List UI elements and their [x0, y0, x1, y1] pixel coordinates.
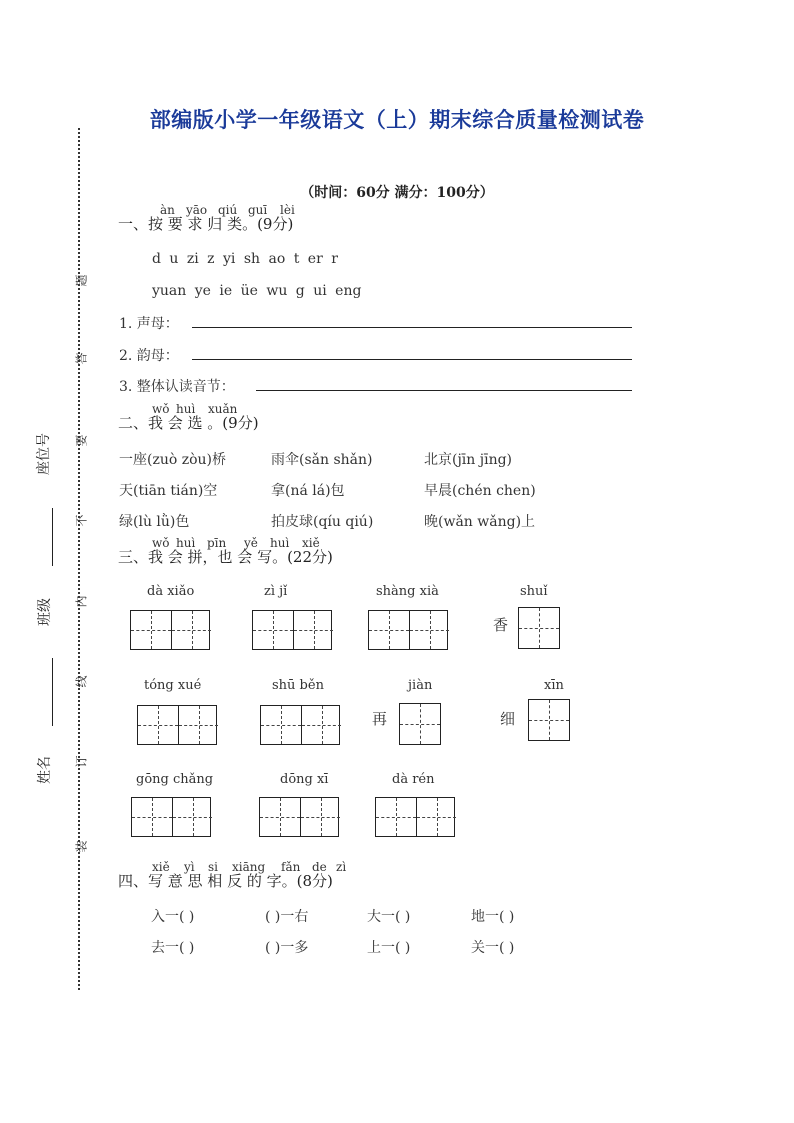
writing-grid-single[interactable]	[399, 703, 441, 745]
name-blank	[52, 658, 54, 726]
binding-char: 装	[74, 840, 89, 853]
binding-char: 不	[74, 514, 89, 527]
pinyin: àn	[160, 203, 175, 217]
section4-heading: 四、写 意 思 相 反 的 字。(8分)	[118, 872, 333, 890]
page-title: 部编版小学一年级语文（上）期末综合质量检测试卷	[149, 107, 645, 132]
writing-grid[interactable]	[260, 705, 340, 745]
section1-row2: yuan ye ie üe wu g ui eng	[152, 283, 362, 299]
pinyin: xiě	[302, 536, 320, 550]
choice-item[interactable]: 早晨(chén chen)	[424, 483, 536, 499]
question-vowels: 2. 韵母：	[119, 348, 179, 364]
binding-char: 订	[74, 755, 89, 768]
seat-number-label: 座位号	[36, 433, 52, 475]
writing-grid[interactable]	[130, 610, 210, 650]
pinyin: lèi	[280, 203, 295, 217]
given-char: 细	[500, 710, 516, 728]
word-pinyin: jiàn	[408, 678, 433, 693]
antonym-item[interactable]: ( )一多	[265, 940, 309, 956]
section1-row1: d u zi z yi sh ao t er r	[152, 251, 338, 267]
choice-item[interactable]: 拍皮球(qíu qiú)	[271, 514, 374, 530]
word-pinyin: xīn	[544, 678, 564, 693]
word-pinyin: dōng xī	[280, 772, 329, 787]
section3-heading: 三、我 会 拼，也 会 写。(22分)	[118, 548, 333, 566]
binding-char: 答	[74, 352, 89, 365]
writing-grid[interactable]	[368, 610, 448, 650]
pinyin: huì	[270, 536, 290, 550]
antonym-item[interactable]: 地一( )	[471, 909, 515, 925]
word-pinyin: zì jǐ	[264, 584, 288, 599]
pinyin: xuǎn	[208, 402, 238, 416]
choice-item[interactable]: 晚(wǎn wǎng)上	[424, 514, 536, 530]
pinyin: guī	[248, 203, 268, 217]
name-label: 姓名	[37, 756, 53, 784]
antonym-item[interactable]: ( )一右	[265, 909, 309, 925]
choice-item[interactable]: 北京(jīn jīng)	[424, 452, 513, 468]
word-pinyin: dà xiǎo	[147, 584, 195, 599]
choice-item[interactable]: 天(tiān tián)空	[119, 483, 218, 499]
word-pinyin: gōng chǎng	[136, 772, 214, 787]
writing-grid[interactable]	[131, 797, 211, 837]
binding-char: 要	[74, 434, 89, 447]
answer-line-vowels[interactable]	[192, 359, 632, 360]
writing-grid[interactable]	[137, 705, 217, 745]
pinyin: yě	[244, 536, 258, 550]
pinyin: wǒ	[152, 536, 170, 550]
section2-heading: 二、我 会 选 。(9分)	[118, 414, 259, 432]
writing-grid-single[interactable]	[518, 607, 560, 649]
antonym-item[interactable]: 大一( )	[367, 909, 411, 925]
binding-char: 线	[74, 675, 89, 688]
given-char: 香	[493, 616, 509, 634]
antonym-item[interactable]: 入一( )	[151, 909, 195, 925]
answer-line-whole-syllables[interactable]	[256, 390, 632, 391]
choice-item[interactable]: 拿(ná lá)包	[271, 483, 345, 499]
section1-heading: 一、按 要 求 归 类。(9分)	[118, 215, 294, 233]
binding-char: 题	[74, 274, 89, 287]
word-pinyin: dà rén	[392, 772, 435, 787]
pinyin: xiāng	[232, 860, 266, 874]
class-label: 班级	[37, 598, 53, 626]
word-pinyin: shū běn	[272, 678, 324, 693]
pinyin: fǎn	[281, 860, 301, 874]
writing-grid[interactable]	[259, 797, 339, 837]
exam-meta: （时间：60分 满分：100分）	[300, 185, 494, 201]
question-consonants: 1. 声母：	[119, 316, 179, 332]
pinyin: pīn	[207, 536, 227, 550]
binding-dotted-line	[78, 128, 80, 990]
class-blank	[52, 508, 54, 566]
pinyin: huì	[176, 402, 196, 416]
question-whole-syllables: 3. 整体认读音节：	[119, 379, 235, 395]
word-pinyin: tóng xué	[144, 678, 202, 693]
writing-grid[interactable]	[375, 797, 455, 837]
pinyin: yì	[184, 860, 195, 874]
choice-item[interactable]: 一座(zuò zòu)桥	[119, 452, 227, 468]
pinyin: wǒ	[152, 402, 170, 416]
pinyin: xiě	[152, 860, 170, 874]
pinyin: si	[208, 860, 218, 874]
pinyin: de	[312, 860, 327, 874]
antonym-item[interactable]: 上一( )	[367, 940, 411, 956]
answer-line-consonants[interactable]	[192, 327, 632, 328]
word-pinyin: shàng xià	[376, 584, 439, 599]
word-pinyin: shuǐ	[520, 584, 548, 599]
pinyin: qiú	[218, 203, 238, 217]
given-char: 再	[372, 710, 388, 728]
choice-item[interactable]: 绿(lù lǜ)色	[119, 514, 190, 530]
choice-item[interactable]: 雨伞(sǎn shǎn)	[271, 452, 373, 468]
pinyin: zì	[336, 860, 347, 874]
pinyin: yāo	[186, 203, 208, 217]
writing-grid-single[interactable]	[528, 699, 570, 741]
antonym-item[interactable]: 去一( )	[151, 940, 195, 956]
writing-grid[interactable]	[252, 610, 332, 650]
binding-char: 内	[74, 595, 89, 608]
pinyin: huì	[176, 536, 196, 550]
antonym-item[interactable]: 关一( )	[471, 940, 515, 956]
